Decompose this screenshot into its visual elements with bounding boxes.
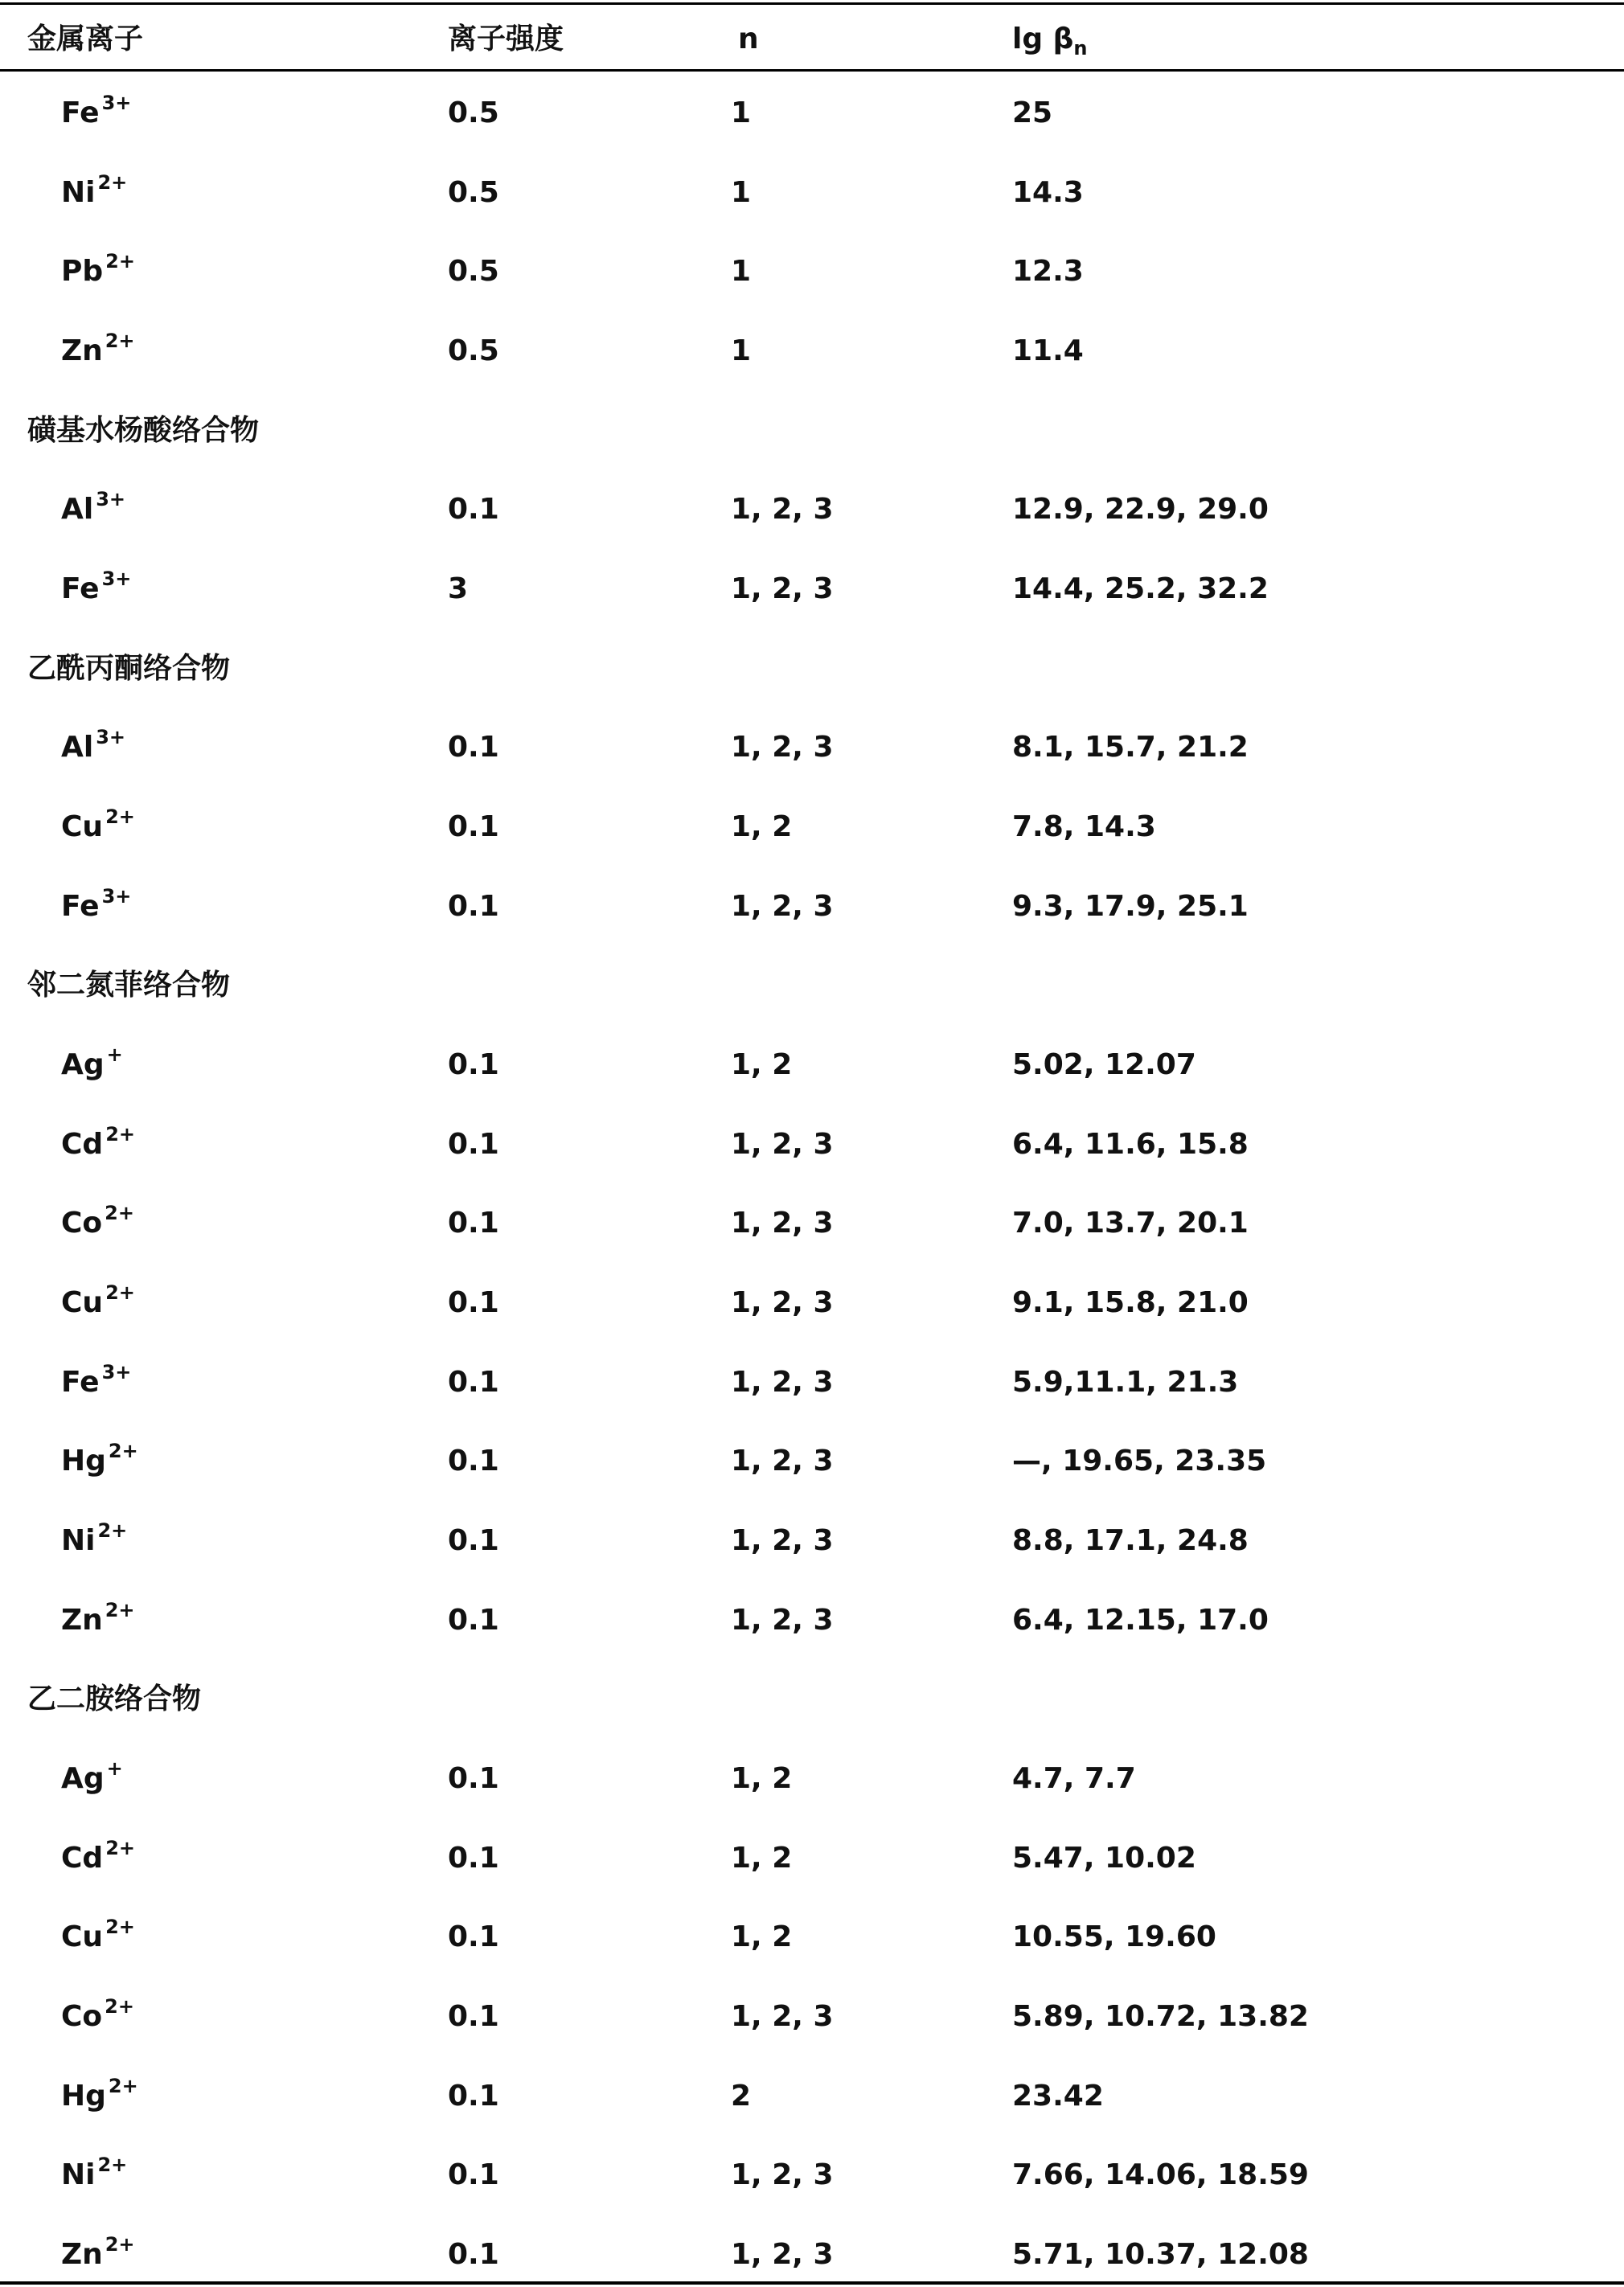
ionic-strength-cell: 0.5	[448, 176, 499, 209]
n-cell: 1, 2, 3	[731, 1207, 834, 1240]
lg-beta-cell: 5.9,11.1, 21.3	[1012, 1366, 1239, 1399]
ionic-strength-cell: 0.5	[448, 255, 499, 288]
metal-ion-cell	[61, 1043, 123, 1083]
lg-beta-cell: 14.3	[1012, 176, 1084, 209]
n-cell: 1, 2	[731, 1762, 793, 1795]
ionic-strength-cell: 0.1	[448, 1762, 499, 1795]
ion-charge: 2+	[105, 1202, 134, 1224]
ion-charge: 3+	[101, 885, 132, 908]
ion-symbol: Cu	[61, 810, 104, 843]
ionic-strength-cell: 0.1	[448, 1524, 499, 1557]
lg-beta-cell: 6.4, 11.6, 15.8	[1012, 1128, 1249, 1161]
ion-symbol: Hg	[61, 1445, 106, 1478]
ionic-strength-cell: 0.1	[448, 1048, 499, 1081]
metal-ion-cell	[61, 171, 128, 211]
ionic-strength-cell: 0.1	[448, 810, 499, 843]
n-cell: 1, 2, 3	[731, 572, 834, 605]
ion-symbol: Cd	[61, 1128, 104, 1161]
ion-charge: 3+	[101, 92, 132, 114]
ion-symbol: Al	[61, 731, 94, 764]
metal-ion-cell	[61, 2154, 128, 2193]
ionic-strength-cell: 0.1	[448, 1286, 499, 1319]
ion-charge: 2+	[105, 2233, 135, 2256]
ion-charge: 2+	[105, 330, 135, 352]
n-cell: 1, 2	[731, 810, 793, 843]
n-cell: 1	[731, 96, 752, 129]
n-cell: 2	[731, 2080, 752, 2113]
n-cell: 1	[731, 255, 752, 288]
ion-symbol: Fe	[61, 1366, 100, 1399]
ion-charge: 2+	[105, 250, 135, 273]
ionic-strength-cell: 0.1	[448, 2238, 499, 2271]
metal-ion-cell	[61, 885, 132, 924]
lg-beta-cell: —, 19.65, 23.35	[1012, 1445, 1267, 1478]
n-cell: 1, 2	[731, 1920, 793, 1953]
top-rule	[0, 2, 1624, 5]
metal-ion-cell	[61, 805, 135, 845]
metal-ion-cell	[61, 1281, 135, 1321]
metal-ion-cell	[61, 1837, 136, 1876]
ion-symbol: Cu	[61, 1920, 104, 1953]
ion-charge: +	[106, 1043, 123, 1066]
ion-charge: 2+	[97, 171, 128, 194]
ionic-strength-cell: 0.1	[448, 1366, 499, 1399]
ion-symbol: Hg	[61, 2080, 106, 2113]
header-ionic-strength: 离子强度	[448, 23, 564, 55]
ionic-strength-cell: 0.1	[448, 1842, 499, 1875]
ion-symbol: Cd	[61, 1842, 104, 1875]
n-cell: 1, 2, 3	[731, 1445, 834, 1478]
metal-ion-cell	[61, 92, 132, 131]
n-cell: 1, 2, 3	[731, 1286, 834, 1319]
bottom-rule	[0, 2281, 1624, 2285]
header-n: n	[738, 23, 759, 55]
ionic-strength-cell: 0.1	[448, 2080, 499, 2113]
lg-beta-cell: 5.71, 10.37, 12.08	[1012, 2238, 1309, 2271]
ion-symbol: Cu	[61, 1286, 104, 1319]
ion-symbol: Ni	[61, 2158, 96, 2191]
ion-charge: 2+	[105, 1281, 135, 1304]
group-heading: 乙二胺络合物	[27, 1682, 202, 1715]
ion-symbol: Co	[61, 2000, 103, 2033]
ionic-strength-cell: 0.1	[448, 1604, 499, 1637]
ionic-strength-cell: 0.1	[448, 1445, 499, 1478]
group-heading: 乙酰丙酮络合物	[27, 652, 231, 685]
metal-ion-cell	[61, 1123, 136, 1162]
lg-beta-cell: 6.4, 12.15, 17.0	[1012, 1604, 1269, 1637]
lg-beta-cell: 12.9, 22.9, 29.0	[1012, 493, 1269, 526]
ion-symbol: Fe	[61, 890, 100, 923]
lg-beta-cell: 7.66, 14.06, 18.59	[1012, 2158, 1309, 2191]
group-heading: 磺基水杨酸络合物	[27, 414, 260, 447]
n-cell: 1, 2, 3	[731, 1366, 834, 1399]
metal-ion-cell	[61, 1757, 123, 1797]
ion-symbol: Ni	[61, 176, 96, 209]
ion-charge: 2+	[105, 1599, 135, 1621]
ionic-strength-cell: 0.1	[448, 493, 499, 526]
lg-beta-cell: 5.89, 10.72, 13.82	[1012, 2000, 1309, 2033]
ion-symbol: Al	[61, 493, 94, 526]
ion-symbol: Co	[61, 1207, 103, 1240]
header-lg-beta: $\lg \beta_n$	[1012, 23, 1088, 59]
n-cell: 1, 2, 3	[731, 2238, 834, 2271]
metal-ion-cell	[61, 2233, 135, 2273]
ionic-strength-cell: 0.1	[448, 1920, 499, 1953]
metal-ion-cell	[61, 1995, 134, 2035]
ion-charge: 2+	[105, 1916, 135, 1938]
ion-charge: 2+	[97, 1519, 128, 1542]
n-cell: 1, 2, 3	[731, 1128, 834, 1161]
n-cell: 1	[731, 176, 752, 209]
ion-symbol: Fe	[61, 96, 100, 129]
metal-ion-cell	[61, 1519, 128, 1559]
metal-ion-cell	[61, 1202, 134, 1241]
ion-symbol: Zn	[61, 2238, 103, 2271]
ion-symbol: Ag	[61, 1762, 105, 1795]
n-cell: 1, 2, 3	[731, 890, 834, 923]
lg-beta-cell: 7.0, 13.7, 20.1	[1012, 1207, 1249, 1240]
ion-charge: 2+	[108, 1440, 138, 1462]
lg-beta-cell: 10.55, 19.60	[1012, 1920, 1216, 1953]
n-cell: 1, 2, 3	[731, 2000, 834, 2033]
ion-symbol: Fe	[61, 572, 100, 605]
lg-beta-cell: 8.1, 15.7, 21.2	[1012, 731, 1249, 764]
metal-ion-cell	[61, 2075, 138, 2114]
lg-beta-cell: 8.8, 17.1, 24.8	[1012, 1524, 1249, 1557]
ionic-strength-cell: 0.1	[448, 731, 499, 764]
metal-ion-cell	[61, 1440, 138, 1479]
ion-charge: 3+	[96, 726, 126, 748]
lg-beta-cell: 9.1, 15.8, 21.0	[1012, 1286, 1249, 1319]
ion-symbol: Ni	[61, 1524, 96, 1557]
metal-ion-cell	[61, 330, 135, 369]
lg-beta-cell: 5.02, 12.07	[1012, 1048, 1196, 1081]
ionic-strength-cell: 0.1	[448, 1207, 499, 1240]
lg-beta-cell: 4.7, 7.7	[1012, 1762, 1136, 1795]
ion-charge: 3+	[96, 488, 126, 510]
metal-ion-cell	[61, 1916, 135, 1955]
n-cell: 1, 2, 3	[731, 493, 834, 526]
lg-beta-cell: 9.3, 17.9, 25.1	[1012, 890, 1249, 923]
n-cell: 1, 2	[731, 1842, 793, 1875]
metal-ion-cell	[61, 726, 126, 765]
n-cell: 1	[731, 334, 752, 367]
ion-charge: 2+	[97, 2154, 128, 2176]
ionic-strength-cell: 0.1	[448, 890, 499, 923]
ion-symbol: Ag	[61, 1048, 105, 1081]
ion-charge: +	[106, 1757, 123, 1780]
lg-beta-cell: 23.42	[1012, 2080, 1104, 2113]
n-cell: 1, 2, 3	[731, 731, 834, 764]
lg-beta-cell: 14.4, 25.2, 32.2	[1012, 572, 1269, 605]
metal-ion-cell	[61, 568, 132, 607]
ion-charge: 2+	[105, 1837, 136, 1859]
ionic-strength-cell: 3	[448, 572, 469, 605]
ionic-strength-cell: 0.5	[448, 96, 499, 129]
ion-symbol: Zn	[61, 334, 103, 367]
lg-beta-cell: 12.3	[1012, 255, 1084, 288]
ion-charge: 2+	[105, 1123, 136, 1146]
ionic-strength-cell: 0.1	[448, 2158, 499, 2191]
ion-symbol: Zn	[61, 1604, 103, 1637]
lg-beta-cell: 5.47, 10.02	[1012, 1842, 1196, 1875]
ion-charge: 3+	[101, 1361, 132, 1383]
ion-charge: 2+	[105, 805, 135, 828]
header-rule	[0, 69, 1624, 72]
lg-beta-cell: 7.8, 14.3	[1012, 810, 1156, 843]
header-metal-ion: 金属离子	[27, 23, 144, 55]
ion-charge: 2+	[108, 2075, 138, 2097]
ion-symbol: Pb	[61, 255, 104, 288]
n-cell: 1, 2, 3	[731, 1524, 834, 1557]
n-cell: 1, 2, 3	[731, 2158, 834, 2191]
ion-charge: 3+	[101, 568, 132, 590]
metal-ion-cell	[61, 250, 135, 289]
metal-ion-cell	[61, 1599, 135, 1638]
n-cell: 1, 2	[731, 1048, 793, 1081]
ionic-strength-cell: 0.1	[448, 2000, 499, 2033]
group-heading: 邻二氮菲络合物	[27, 969, 231, 1002]
ionic-strength-cell: 0.1	[448, 1128, 499, 1161]
n-cell: 1, 2, 3	[731, 1604, 834, 1637]
lg-beta-cell: 25	[1012, 96, 1053, 129]
ionic-strength-cell: 0.5	[448, 334, 499, 367]
metal-ion-cell	[61, 488, 126, 527]
ion-charge: 2+	[105, 1995, 134, 2018]
lg-beta-cell: 11.4	[1012, 334, 1084, 367]
metal-ion-cell	[61, 1361, 132, 1400]
